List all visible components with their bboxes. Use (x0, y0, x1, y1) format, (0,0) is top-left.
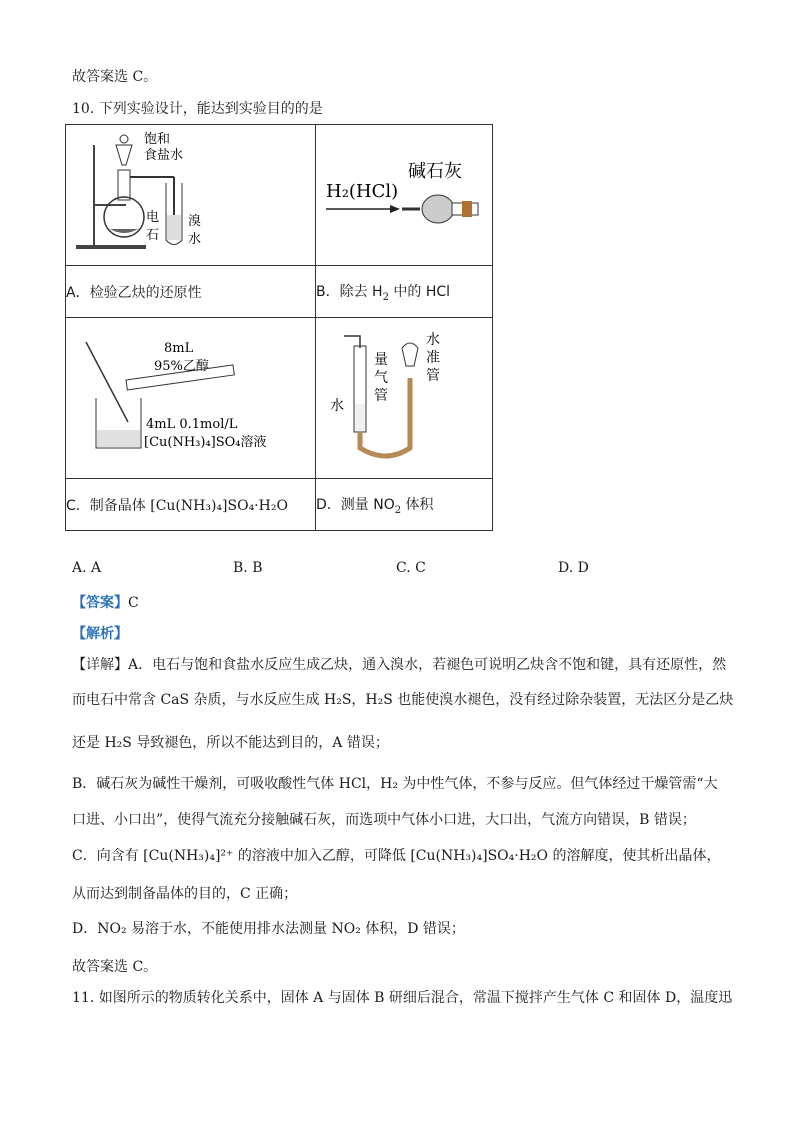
fig-a-label-3: 电 (146, 210, 160, 225)
choice-a: A. A (72, 560, 102, 576)
detail-line-6: C．向含有 [Cu(NH₃)₄]²⁺ 的溶液中加入乙醇，可降低 [Cu(NH₃)₄]SO₄·H₂O 的溶解度，使其析出晶体， (72, 848, 721, 864)
detail-line-5: 口进、小口出”，使得气流充分接触碱石灰，而选项中气体小口进，大口出，气流方向错误，B 错误； (72, 812, 696, 828)
figure-b-cell (316, 125, 493, 266)
choice-b: B. B (233, 560, 263, 576)
apparatus-c-diagram (66, 318, 315, 474)
fig-d-g2: 气 (374, 370, 388, 386)
answer-value: C (128, 595, 139, 611)
detail-line-2: 而电石中常含 CaS 杂质，与水反应生成 H₂S，H₂S 也能使溴水褪色，没有经过除杂装置，无法区分是乙炔 (72, 692, 734, 708)
fig-a-label-2: 食盐水 (144, 148, 184, 163)
figure-a-cell (66, 125, 316, 266)
fig-d-r1: 水 (426, 332, 440, 348)
fig-a-label-6: 水 (188, 232, 202, 247)
detail-label: 【详解】 (72, 657, 128, 673)
fig-d-r3: 管 (426, 368, 440, 384)
choice-c: C. C (396, 560, 426, 576)
fig-c-l3: 4mL 0.1mol/L (146, 417, 238, 432)
detail-line-1: 【详解】A．电石与饱和食盐水反应生成乙炔，通入溴水，若褪色可说明乙炔含不饱和键，具有还原性，然 (72, 657, 727, 673)
fig-a-label-4: 石 (146, 228, 160, 243)
choice-d: D. D (558, 560, 589, 576)
detail-conclusion: 故答案选 C。 (72, 959, 158, 975)
fig-d-left: 水 (330, 398, 344, 414)
figure-c-cell (66, 318, 316, 479)
fig-d-r2: 准 (426, 350, 440, 366)
detail-line-4: B．碱石灰为碱性干燥剂，可吸收酸性气体 HCl，H₂ 为中性气体，不参与反应。但气体经过干燥管需“大 (72, 776, 718, 792)
detail-line-3: 还是 H₂S 导致褪色，所以不能达到目的，A 错误； (72, 735, 389, 751)
fig-c-l1: 8mL (164, 341, 194, 356)
previous-answer-line: 故答案选 C。 (72, 69, 158, 85)
figure-d-cell (316, 318, 493, 479)
option-c-caption: C．制备晶体 [Cu(NH₃)₄]SO₄·H₂O (66, 479, 316, 531)
fig-a-label-1: 饱和 (144, 132, 171, 147)
options-table (65, 124, 493, 531)
fig-a-label-5: 溴 (188, 214, 202, 229)
fig-d-g1: 量 (374, 352, 388, 368)
answer-label: 【答案】 (72, 595, 128, 611)
answer-line (72, 592, 139, 612)
question-11-stem: 11. 如图所示的物质转化关系中，固体 A 与固体 B 研细后混合，常温下搅拌产生气体 C 和固体 D，温度迅 (72, 990, 733, 1006)
fig-c-l4: [Cu(NH₃)₄]SO₄溶液 (144, 435, 267, 450)
fig-b-gas: H₂(HCl) (326, 181, 399, 202)
analysis-label: 【解析】 (72, 626, 128, 642)
apparatus-b-diagram (316, 125, 492, 261)
apparatus-a-diagram (66, 125, 315, 261)
fig-b-reagent: 碱石灰 (408, 161, 462, 182)
option-a-caption: A．检验乙炔的还原性 (66, 266, 316, 318)
apparatus-d-diagram (316, 318, 492, 474)
fig-c-l2: 95%乙醇 (154, 359, 209, 374)
option-b-caption: B．除去 $H_2$ 中的 HCl (316, 266, 493, 318)
fig-d-g3: 管 (374, 388, 388, 404)
detail-line-8: D．NO₂ 易溶于水，不能使用排水法测量 NO₂ 体积，D 错误； (72, 921, 465, 937)
question-10-stem: 10. 下列实验设计，能达到实验目的的是 (72, 101, 323, 117)
detail-line-7: 从而达到制备晶体的目的，C 正确； (72, 886, 298, 902)
option-d-caption: D．测量 $NO_2$ 体积 (316, 479, 493, 531)
